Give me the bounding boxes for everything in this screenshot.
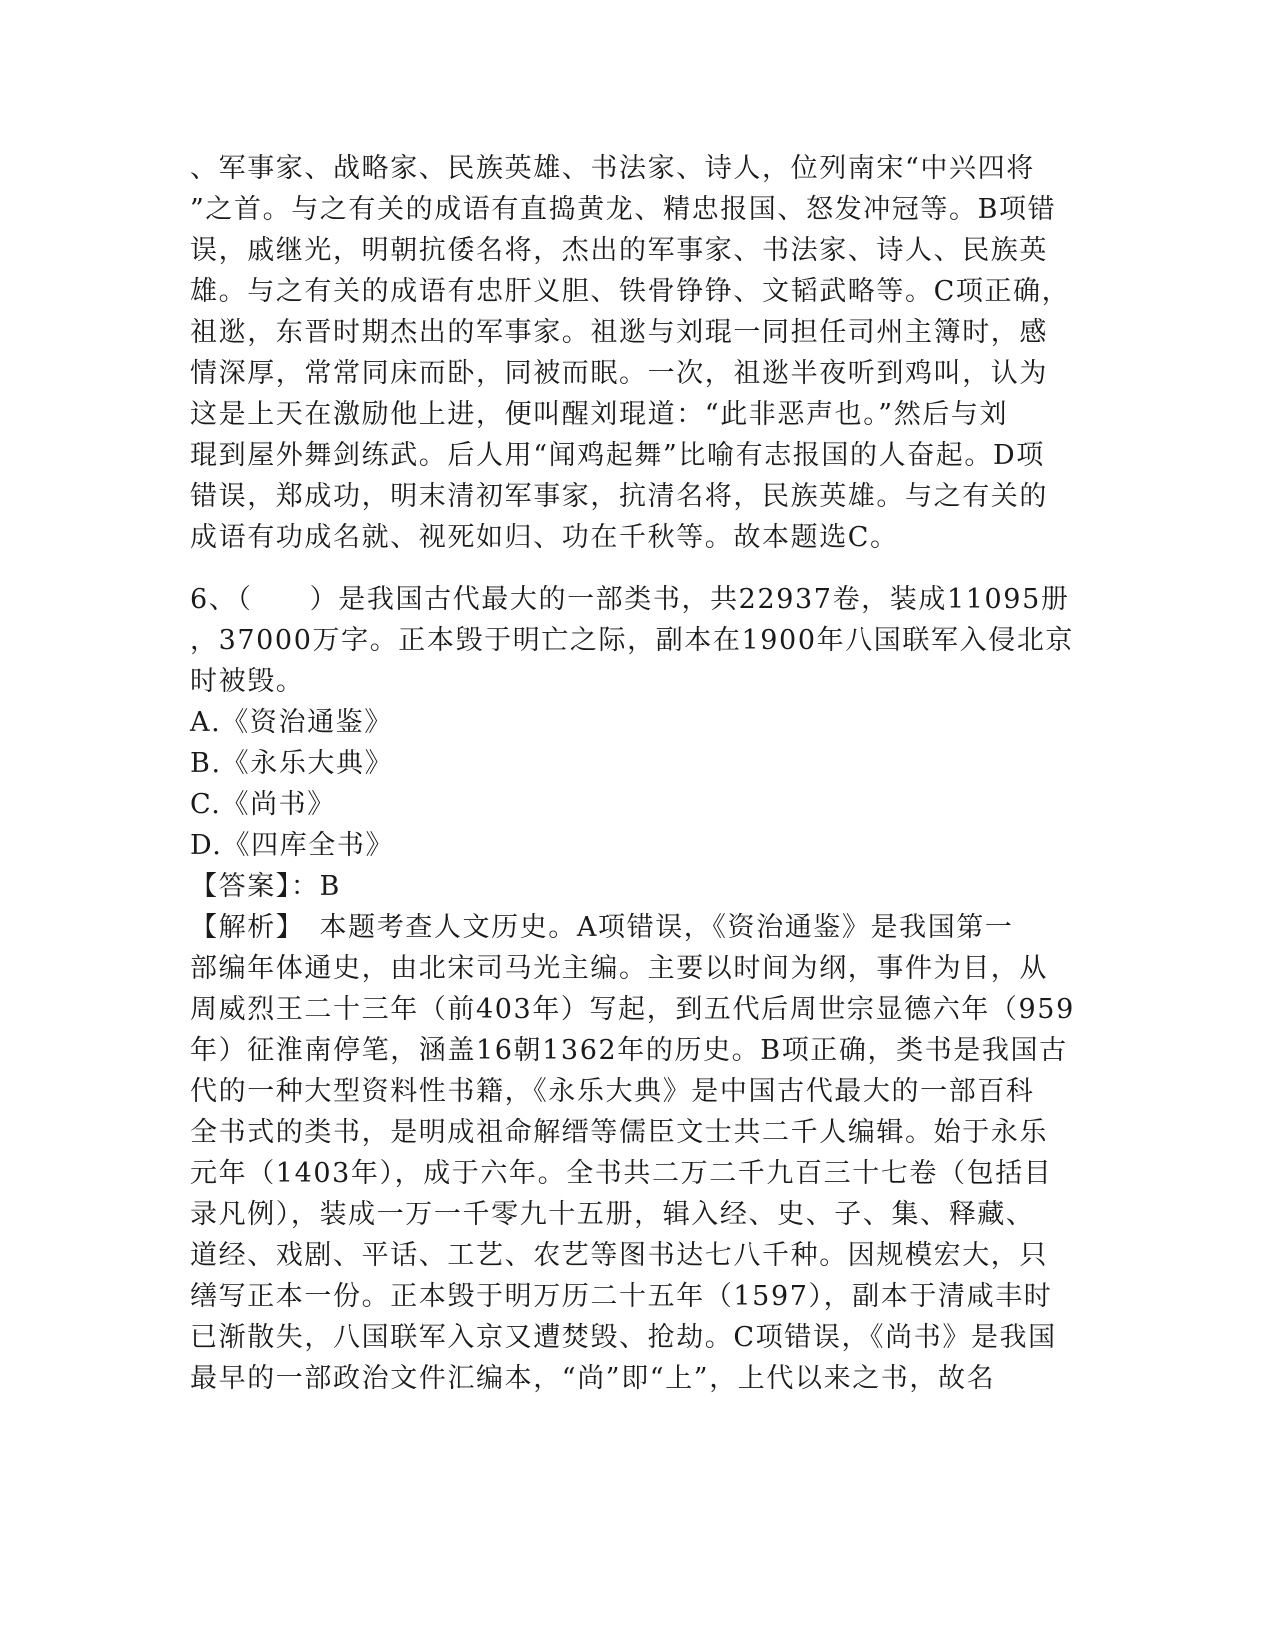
text-line: 琨到屋外舞剑练武。后人用“闻鸡起舞”比喻有志报国的人奋起。D项 bbox=[190, 440, 1045, 471]
text-line: 雄。与之有关的成语有忠肝义胆、铁骨铮铮、文韬武略等。C项正确， bbox=[190, 276, 1071, 307]
analysis-line: 元年（1403年），成于六年。全书共二万二千九百三十七卷（包括目 bbox=[190, 1158, 1053, 1189]
question-stem-line: 时被毁。 bbox=[190, 666, 305, 697]
option-c: C.《尚书》 bbox=[190, 789, 336, 820]
text-line: 情深厚，常常同床而卧，同被而眠。一次，祖逖半夜听到鸡叫，认为 bbox=[190, 358, 1048, 389]
analysis-line: 道经、戏剧、平话、工艺、农艺等图书达七八千种。因规模宏大，只 bbox=[190, 1240, 1048, 1271]
answer-line: 【答案】：B bbox=[190, 871, 341, 902]
text-line: 这是上天在激励他上进，便叫醒刘琨道：“此非恶声也。”然后与刘 bbox=[190, 399, 1009, 430]
analysis-line: 最早的一部政治文件汇编本，“尚”即“上”，上代以来之书，故名 bbox=[190, 1363, 996, 1394]
analysis-line: 部编年体通史，由北宋司马光主编。主要以时间为纲，事件为目，从 bbox=[190, 953, 1048, 984]
analysis-line: 录凡例），装成一万一千零九十五册，辑入经、史、子、集、释藏、 bbox=[190, 1199, 1035, 1230]
analysis-line: 【解析】 本题考查人文历史。A项错误，《资治通鉴》是我国第一 bbox=[190, 912, 1014, 943]
analysis-line: 代的一种大型资料性书籍，《永乐大典》是中国古代最大的一部百科 bbox=[190, 1076, 1035, 1107]
analysis-line: 年）征淮南停笔，涵盖16朝1362年的历史。B项正确，类书是我国古 bbox=[190, 1035, 1068, 1066]
analysis-line: 全书式的类书，是明成祖命解缙等儒臣文士共二千人编辑。始于永乐 bbox=[190, 1117, 1048, 1148]
text-line: 错误，郑成功，明末清初军事家，抗清名将，民族英雄。与之有关的 bbox=[190, 481, 1048, 512]
option-d: D.《四库全书》 bbox=[190, 830, 395, 861]
option-a: A.《资治通鉴》 bbox=[190, 707, 393, 738]
analysis-line: 缮写正本一份。正本毁于明万历二十五年（1597），副本于清咸丰时 bbox=[190, 1281, 1053, 1312]
question-stem-line: 6、（ ）是我国古代最大的一部类书，共22937卷，装成11095册 bbox=[190, 584, 1070, 615]
analysis-line: 周威烈王二十三年（前403年）写起，到五代后周世宗显德六年（959 bbox=[190, 994, 1075, 1025]
text-line: 祖逖，东晋时期杰出的军事家。祖逖与刘琨一同担任司州主簿时，感 bbox=[190, 317, 1048, 348]
analysis-line: 已渐散失，八国联军入京又遭焚毁、抢劫。C项错误，《尚书》是我国 bbox=[190, 1322, 1057, 1353]
text-line: 误，戚继光，明朝抗倭名将，杰出的军事家、书法家、诗人、民族英 bbox=[190, 235, 1048, 266]
question-stem-line: ，37000万字。正本毁于明亡之际，副本在1900年八国联军入侵北京 bbox=[190, 625, 1075, 656]
text-line: 成语有功成名就、视死如归、功在千秋等。故本题选C。 bbox=[190, 522, 899, 553]
text-line: ”之首。与之有关的成语有直捣黄龙、精忠报国、怒发冲冠等。B项错 bbox=[190, 194, 1057, 225]
option-b: B.《永乐大典》 bbox=[190, 748, 394, 779]
text-line: 、军事家、战略家、民族英雄、书法家、诗人，位列南宋“中兴四将 bbox=[190, 153, 1035, 184]
